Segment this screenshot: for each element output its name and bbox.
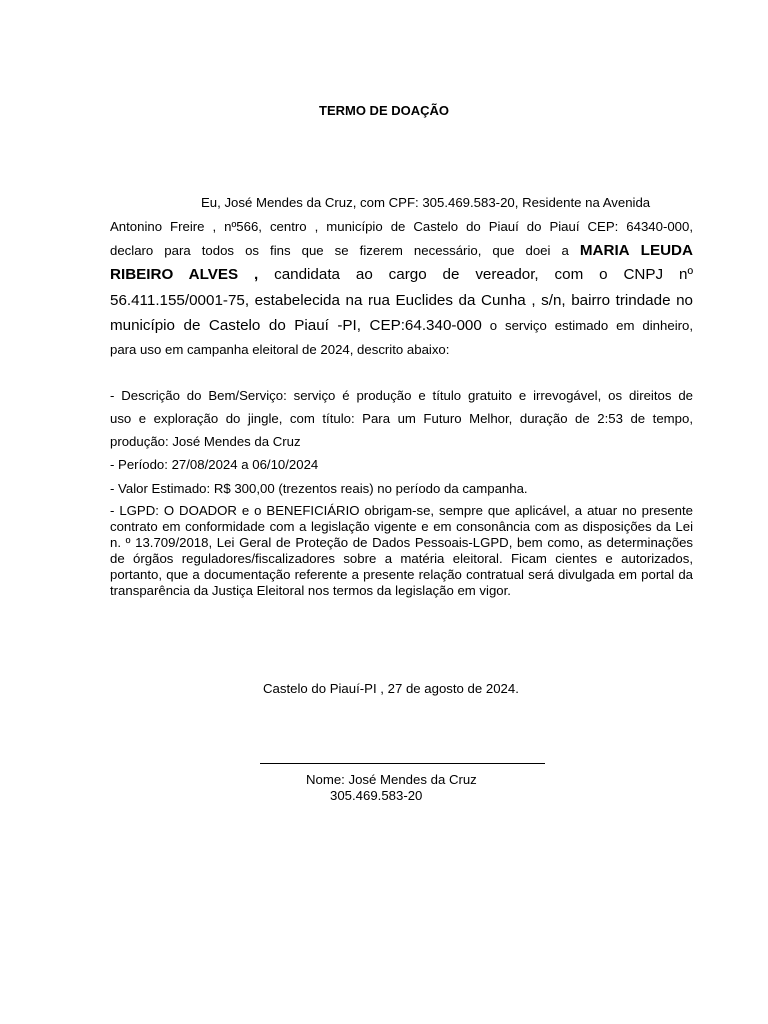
signature-line [260,763,545,764]
signature-cpf: 305.469.583-20 [330,788,423,803]
intro-line-6: município de Castelo do Piauí -PI, CEP:64.340-000 o serviço estimado em dinheiro, [110,317,694,334]
intro-line-7: para uso em campanha eleitoral de 2024, descrito abaixo: [110,342,450,357]
description-line-3: produção: José Mendes da Cruz [110,434,301,449]
intro-line-2: Antonino Freire , nº566, centro , município de Castelo do Piauí do Piauí CEP: 64340-000, [110,219,693,234]
place-date: Castelo do Piauí-PI , 27 de agosto de 2024. [263,681,519,696]
lgpd-clause: - LGPD: O DOADOR e o BENEFICIÁRIO obrigam-se, sempre que aplicável, a atuar no presente contrato em conformidade com a legislação vigente e em consonância com as disposições da Lei n. º 13.709/2018, Lei Geral de Proteção de Dados Pessoais-LGPD, bem como, as determinações de órgãos reguladores/fiscalizadores sobre a matéria eleitoral. Ficam cientes e autorizados, portanto, que a documentação referente a presente relação contratual será divulgada em portal da transparência da Justiça Eleitoral nos termos da legislação em vigor. [110,503,693,598]
donee-name-part-2: RIBEIRO ALVES , [110,266,259,283]
donee-name-part-1: MARIA LEUDA [579,242,693,259]
value-line: - Valor Estimado: R$ 300,00 (trezentos reais) no período da campanha. [110,481,528,496]
intro-line-5: 56.411.155/0001-75, estabelecida na rua Euclides da Cunha , s/n, bairro trindade no [110,292,693,309]
intro-line-1: Eu, José Mendes da Cruz, com CPF: 305.469.583-20, Residente na Avenida [201,195,651,210]
document-title: TERMO DE DOAÇÃO [319,103,449,118]
description-line-1: - Descrição do Bem/Serviço: serviço é produção e título gratuito e irrevogável, os direitos de [110,388,693,403]
description-line-2: uso e exploração do jingle, com título: Para um Futuro Melhor, duração de 2:53 de tempo, [110,411,693,426]
period-line: - Período: 27/08/2024 a 06/10/2024 [110,457,319,472]
signature-name: Nome: José Mendes da Cruz [306,772,477,787]
intro-line-4: RIBEIRO ALVES , candidata ao cargo de vereador, com o CNPJ nº [110,266,694,283]
intro-line-3: declaro para todos os fins que se fizerem necessário, que doei a MARIA LEUDA [110,242,693,259]
